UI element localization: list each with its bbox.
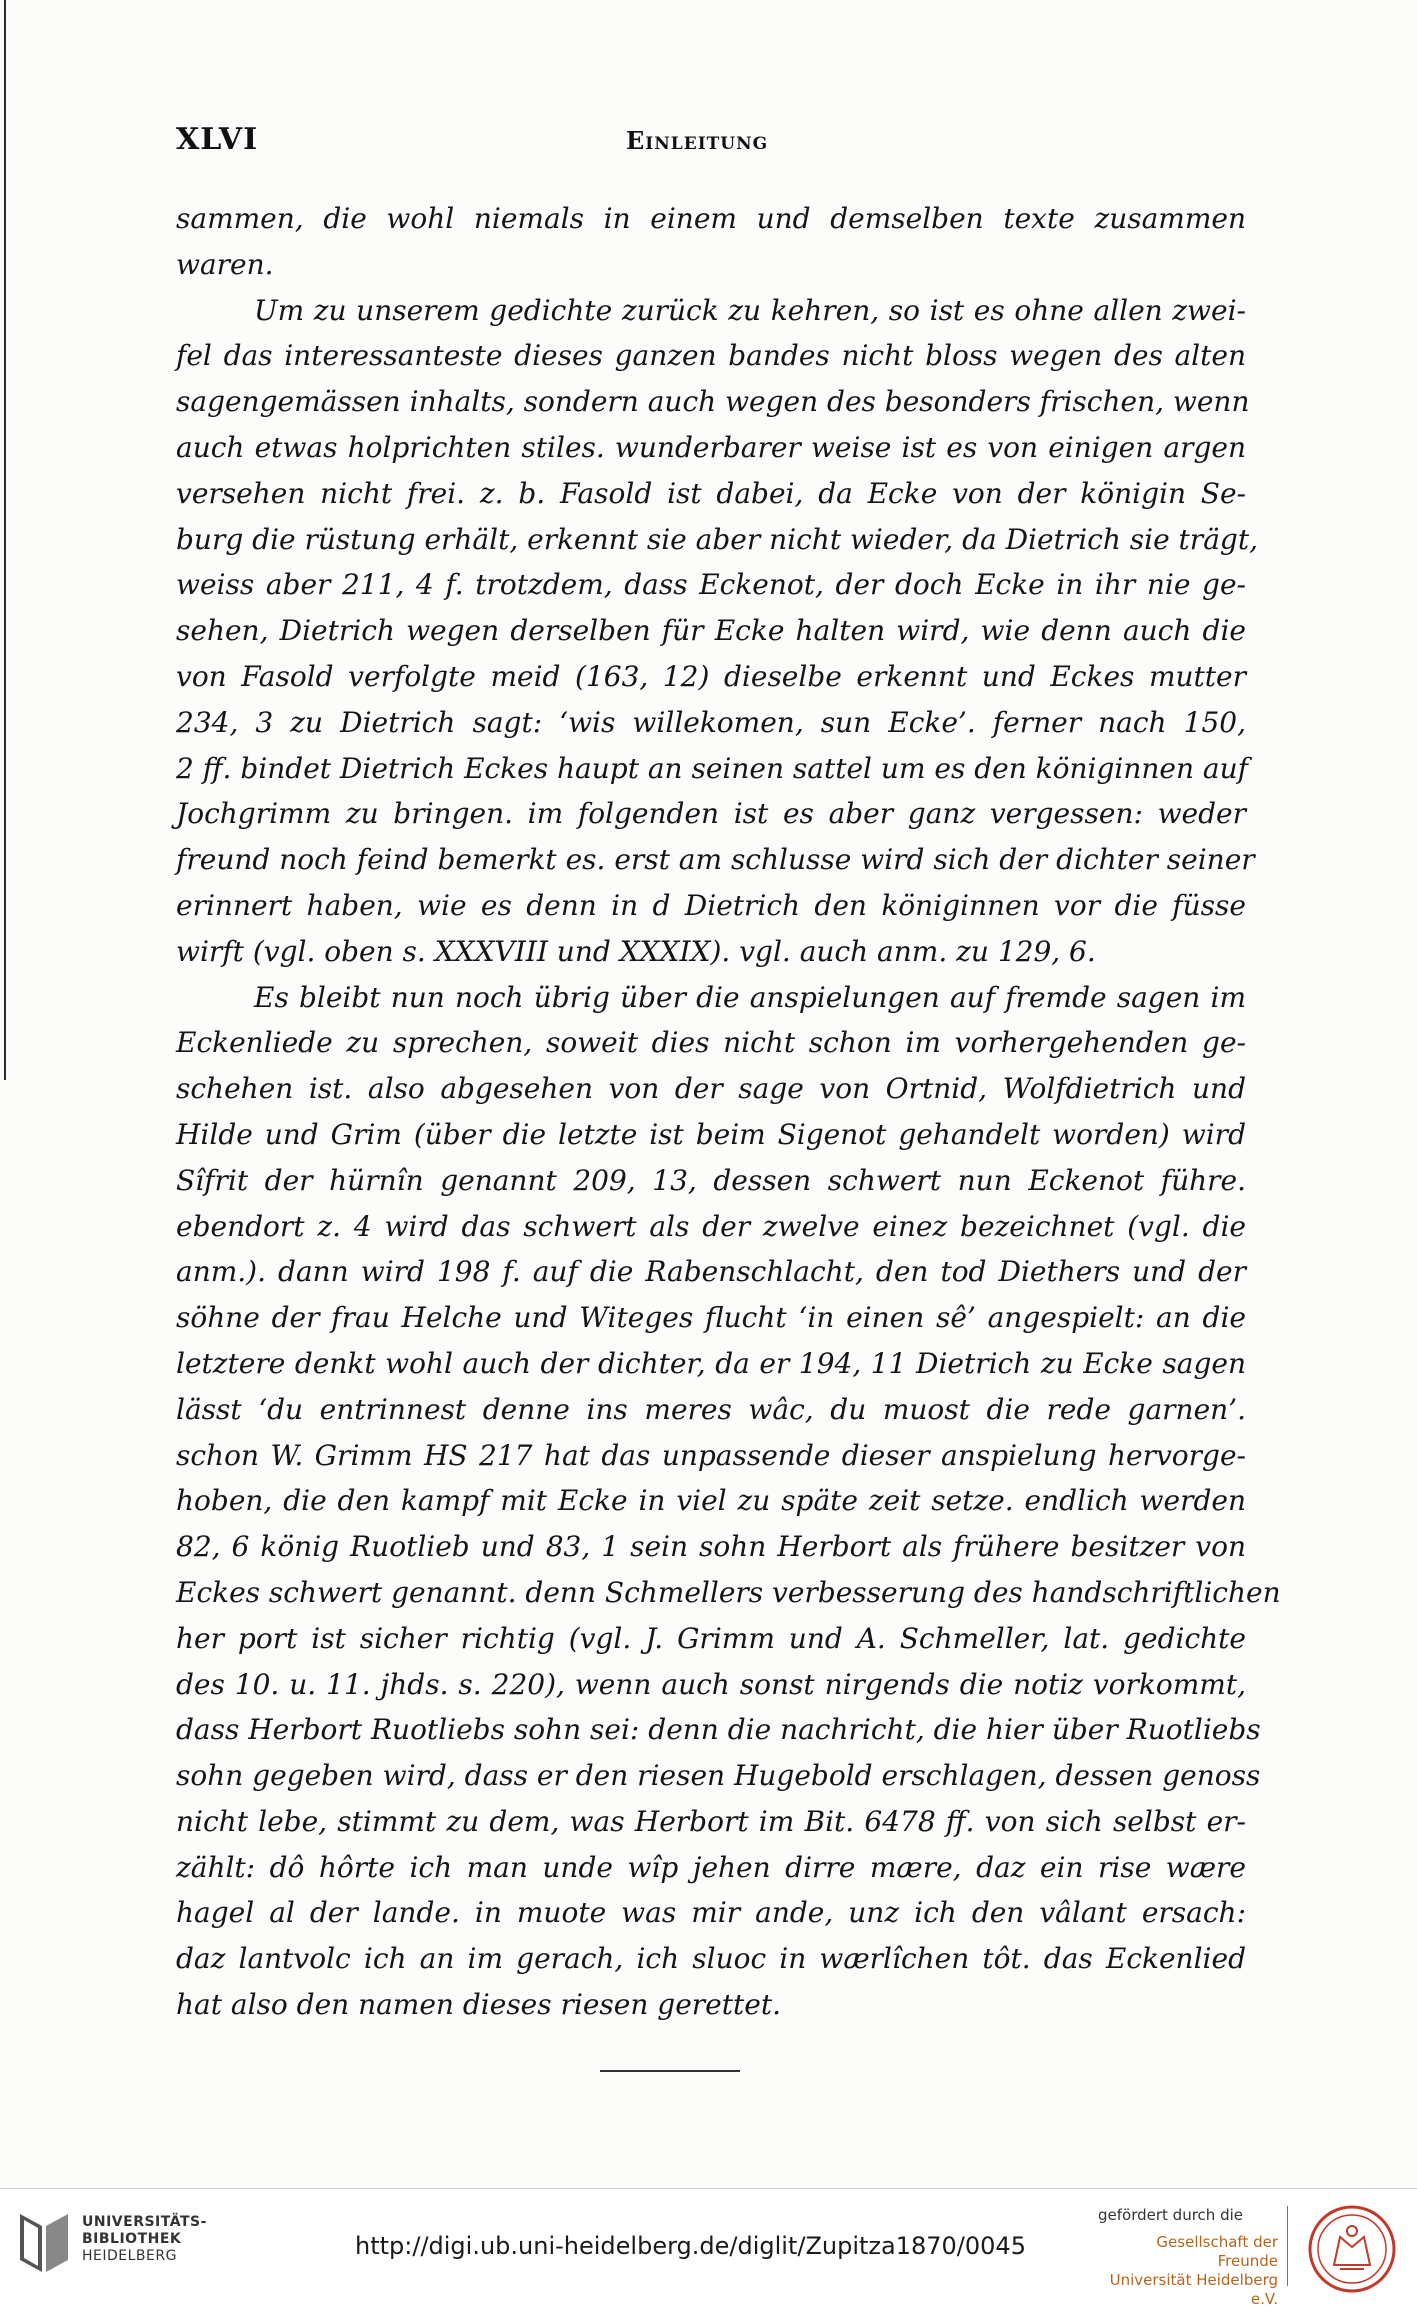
text-line: hoben, die den kampf mit Ecke in viel zu späte zeit setze. endlich werden (176, 1484, 1246, 1518)
text-line: Jochgrimm zu bringen. im folgenden ist es aber ganz vergessen: weder (176, 797, 1246, 831)
text-line: Hilde und Grim (über die letzte ist beim Sigenot gehandelt worden) wird (176, 1117, 1246, 1151)
text-line: daz lantvolc ich an im gerach, ich sluoc in wærlîchen tôt. das Eckenlied (176, 1942, 1246, 1976)
text-line: hagel al der lande. in muote was mir ande, unz ich den vâlant ersach: (176, 1896, 1246, 1930)
sponsor-label: gefördert durch die (1098, 2206, 1243, 2224)
text-line: Um zu unserem gedichte zurück zu kehren, so ist es ohne allen zwei- (254, 293, 1246, 327)
text-line: lässt ‘du entrinnest denne ins meres wâc, du muost die rede garnen’. (176, 1392, 1246, 1426)
text-line: fel das interessanteste dieses ganzen bandes nicht bloss wegen des alten (176, 339, 1246, 373)
text-line: von Fasold verfolgte meid (163, 12) dieselbe erkennt und Eckes mutter (176, 659, 1246, 693)
page-number: XLVI (176, 122, 259, 157)
university-seal-icon (1300, 2203, 1400, 2295)
text-line: zählt: dô hôrte ich man unde wîp jehen dirre mære, daz ein rise wære (176, 1850, 1246, 1884)
text-line: söhne der frau Helche und Witeges flucht ‘in einen sê’ angespielt: an die (176, 1301, 1246, 1335)
text-line: Sîfrit der hürnîn genannt 209, 13, dessen schwert nun Eckenot führe. (176, 1163, 1246, 1197)
text-line: wirft (vgl. oben s. XXXVIII und XXXIX). vgl. auch anm. zu 129, 6. (176, 934, 1096, 968)
text-line: 82, 6 könig Ruotlieb und 83, 1 sein sohn Herbort als frühere besitzer von (176, 1530, 1246, 1564)
text-line: schon W. Grimm HS 217 hat das unpassende dieser anspielung hervorge- (176, 1438, 1246, 1472)
text-line: ebendort z. 4 wird das schwert als der zwelve einez bezeichnet (vgl. die (176, 1209, 1246, 1243)
text-line: hat also den namen dieses riesen gerettet. (176, 1988, 781, 2022)
source-url-link[interactable]: http://digi.ub.uni-heidelberg.de/diglit/Zupitza1870/0045 (355, 2232, 1026, 2260)
running-head (176, 122, 1246, 162)
sponsor-org-line: Gesellschaft der Freunde (1156, 2233, 1278, 2270)
text-line: waren. (176, 247, 274, 281)
sponsor-org-line: Universität Heidelberg e.V. (1109, 2271, 1278, 2308)
text-line: auch etwas holprichten stiles. wunderbarer weise ist es von einigen argen (176, 430, 1246, 464)
library-name-line: BIBLIOTHEK (82, 2231, 182, 2247)
library-logo-icon (12, 2208, 74, 2278)
text-line: versehen nicht frei. z. b. Fasold ist dabei, da Ecke von der königin Se- (176, 476, 1246, 510)
text-line: anm.). dann wird 198 f. auf die Rabenschlacht, den tod Diethers und der (176, 1255, 1246, 1289)
sponsor-org (1108, 2233, 1278, 2309)
text-line: weiss aber 211, 4 f. trotzdem, dass Eckenot, der doch Ecke in ihr nie ge- (176, 568, 1246, 602)
scan-edge-line (4, 0, 6, 1080)
library-name-line: HEIDELBERG (82, 2248, 177, 2264)
sponsor-divider (1287, 2206, 1288, 2286)
library-name (82, 2214, 232, 2265)
text-line: dass Herbort Ruotliebs sohn sei: denn die nachricht, die hier über Ruotliebs (176, 1713, 1261, 1747)
text-line: Eckes schwert genannt. denn Schmellers verbesserung des handschriftlichen (176, 1575, 1281, 1609)
text-line: sammen, die wohl niemals in einem und demselben texte zusammen (176, 202, 1246, 235)
text-line: 234, 3 zu Dietrich sagt: ‘wis willekomen, sun Ecke’. ferner nach 150, (176, 705, 1246, 739)
text-line: erinnert haben, wie es denn in d Dietrich den königinnen vor die füsse (176, 888, 1246, 922)
text-line: sagengemässen inhalts, sondern auch wegen des besonders frischen, wenn (176, 385, 1250, 419)
body-text (176, 196, 1281, 2028)
text-line: sehen, Dietrich wegen derselben für Ecke halten wird, wie denn auch die (176, 614, 1246, 648)
text-line: Es bleibt nun noch übrig über die anspielungen auf fremde sagen im (254, 980, 1246, 1014)
text-line: 2 ff. bindet Dietrich Eckes haupt an seinen sattel um es den königinnen auf (176, 751, 1249, 785)
text-line: nicht lebe, stimmt zu dem, was Herbort im Bit. 6478 ff. von sich selbst er- (176, 1804, 1246, 1838)
end-rule (600, 2070, 740, 2072)
library-name-line: UNIVERSITÄTS- (82, 2214, 207, 2230)
text-line: sohn gegeben wird, dass er den riesen Hugebold erschlagen, dessen genoss (176, 1759, 1261, 1793)
text-line: schehen ist. also abgesehen von der sage von Ortnid, Wolfdietrich und (176, 1072, 1246, 1106)
running-title: Einleitung (626, 126, 769, 155)
text-line: letztere denkt wohl auch der dichter, da er 194, 11 Dietrich zu Ecke sagen (176, 1346, 1246, 1380)
text-line: her port ist sicher richtig (vgl. J. Grimm und A. Schmeller, lat. gedichte (176, 1621, 1246, 1655)
text-line: freund noch feind bemerkt es. erst am schlusse wird sich der dichter seiner (176, 843, 1255, 877)
text-line: Eckenliede zu sprechen, soweit dies nicht schon im vorhergehenden ge- (176, 1026, 1246, 1060)
text-line: burg die rüstung erhält, erkennt sie aber nicht wieder, da Dietrich sie trägt, (176, 522, 1258, 556)
text-line: des 10. u. 11. jhds. s. 220), wenn auch sonst nirgends die notiz vorkommt, (176, 1667, 1246, 1701)
